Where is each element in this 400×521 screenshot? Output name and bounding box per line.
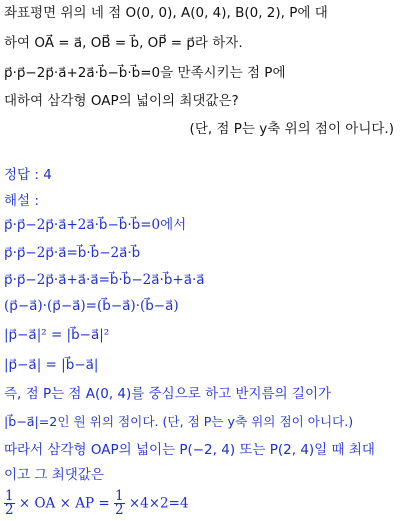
explanation-step-3: p⃗·p⃗−2p⃗·a⃗+a⃗·a⃗=b⃗·b⃗−2a⃗·b⃗+a⃗·a⃗ [4, 272, 205, 288]
answer-label: 정답 : 4 [4, 167, 52, 183]
explanation-step-8: |b⃗−a⃗|=2인 원 위의 점이다. (단, 점 P는 y축 위의 점이 아니다.) [4, 414, 354, 429]
explanation-step-10: 이고 그 최댓값은 [4, 467, 104, 483]
question-line-4: 대하여 삼각형 OAP의 넓이의 최댓값은? [4, 93, 239, 109]
explanation-step-1: p⃗·p⃗−2p⃗·a⃗+2a⃗·b⃗−b⃗·b⃗=0에서 [4, 217, 187, 233]
question-line-5: (단, 점 P는 y축 위의 점이 아니다.) [189, 121, 394, 137]
final-expression [4, 490, 189, 517]
explanation-step-7: 즉, 점 P는 점 A(0, 4)를 중심으로 하고 반지름의 길이가 [4, 386, 332, 402]
fraction-one-half-a: $\frac{1}{2}$ [5, 488, 14, 518]
question-line-1: 좌표평면 위의 네 점 O(0, 0), A(0, 4), B(0, 2), P에 대 [4, 5, 328, 21]
final-expression-middle: × OA × AP = [18, 495, 110, 512]
explanation-label: 해설 : [4, 193, 39, 209]
final-expression-tail: ×4×2=4 [128, 495, 189, 512]
explanation-step-9: 따라서 삼각형 OAP의 넓이는 P(−2, 4) 또는 P(2, 4)일 때 최대 [4, 442, 375, 458]
explanation-step-4: (p⃗−a⃗)·(p⃗−a⃗)=(b⃗−a⃗)·(b⃗−a⃗) [4, 298, 179, 314]
explanation-step-2: p⃗·p⃗−2p⃗·a⃗=b⃗·b⃗−2a⃗·b⃗ [4, 245, 141, 261]
question-line-2: 하여 OA⃗ = a⃗, OB⃗ = b⃗, OP⃗ = p⃗라 하자. [4, 35, 243, 51]
question-line-3: p⃗·p⃗−2p⃗·a⃗+2a⃗·b⃗−b⃗·b⃗=0을 만족시키는 점 P에 [4, 65, 286, 81]
fraction-one-half-b: $\frac{1}{2}$ [114, 488, 124, 518]
explanation-step-6: |p⃗−a⃗| = |b⃗−a⃗| [4, 357, 99, 373]
explanation-step-5: |p⃗−a⃗|² = |b⃗−a⃗|² [4, 327, 110, 343]
